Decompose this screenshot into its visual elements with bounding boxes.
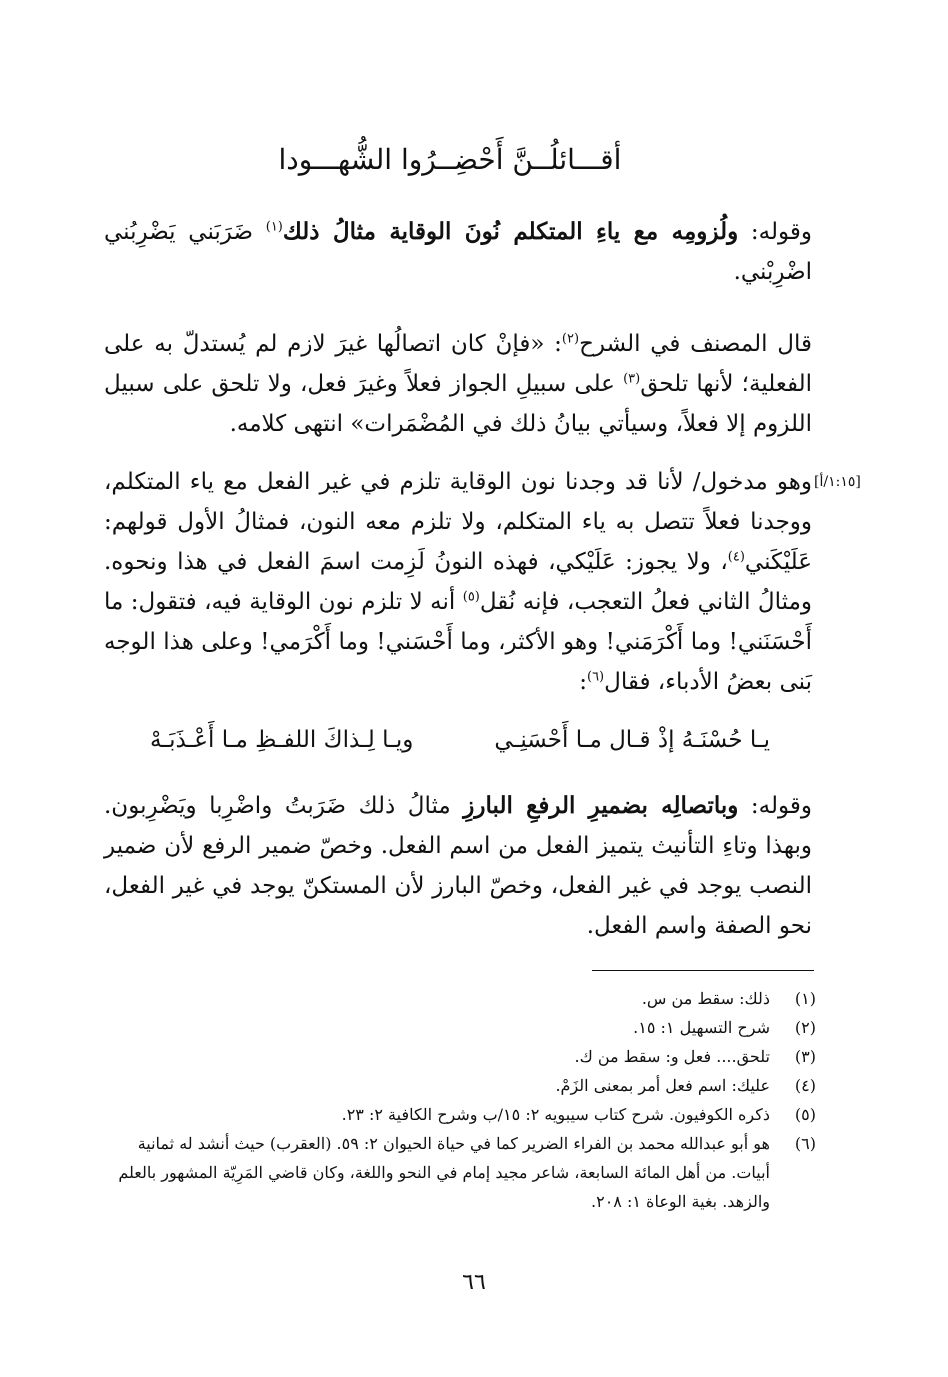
page-number: ٦٦ <box>462 1270 486 1295</box>
footnote-ref-1: (١) <box>265 219 283 235</box>
footnote-number: (٦) <box>794 1134 816 1153</box>
paragraph-2 <box>104 324 812 444</box>
paragraph-3-text-b: ، ولا يجوز: عَلَيْكي، فهذه النونُ لَزِمت اسمَ الفعل في هذا ونحوه. ومثالُ الثاني فعلُ التعجب، فإنه نُقل <box>104 549 813 615</box>
paragraph-4 <box>104 786 812 946</box>
verse-heading: أقـــائلُــنَّ أَحْضِــرُوا الشُّهـــودا <box>278 143 622 176</box>
footnote-number: (٢) <box>794 1018 816 1037</box>
footnote-item <box>106 1071 816 1100</box>
paragraph-3-text-c: أنه لا تلزم نون الوقاية فيه، فتقول: ما أَحْسَنَني! وما أَكْرَمَني! وهو الأكثر، وما أَحْسَني! وما أَكْرَمي! وعلى هذا الوجه بَنى بعضُ الأدباء، فقال <box>104 589 812 695</box>
paragraph-4-tail: مثالُ ذلك ضَرَبتُ واضْرِبا ويَضْرِبون. وبهذا وتاءِ التأنيث يتميز الفعل من اسم الفعل. وخصّ ضمير الرفع لأن ضمير النصب يوجد في غير الفعل، وخصّ البارز لأن المستكنّ يوجد في غير الفعل، نحو الصفة واسم الفعل. <box>104 793 812 939</box>
paragraph-2-text-b: : «فإنْ كان اتصالُها غيرَ لازم لم يُستدلّ به على الفعلية؛ لأنها تلحق <box>104 331 812 397</box>
paragraph-3 <box>104 462 812 702</box>
footnote-separator <box>592 970 814 971</box>
footnote-ref-3: (٣) <box>623 371 641 387</box>
verse-second-hemistich: ويـا لِـذاكَ اللفـظِ مـا أَعْـذَبَـهْ <box>150 727 414 753</box>
manuscript-folio-note: [١:١٥/أ] <box>814 474 861 490</box>
footnote-text: شرح التسهيل ١: ١٥. <box>633 1018 770 1037</box>
footnotes <box>106 984 816 1216</box>
footnote-item <box>106 1129 816 1216</box>
footnote-item <box>106 984 816 1013</box>
paragraph-4-quote: وباتصالِه بضميرِ الرفعِ البارزِ <box>463 792 739 819</box>
footnote-number: (٥) <box>794 1105 816 1124</box>
paragraph-4-lead: وقوله: <box>738 793 813 819</box>
paragraph-1-quote: ولُزومِه مع ياءِ المتكلم نُونَ الوقاية مثالُ ذلك <box>282 218 739 245</box>
paragraph-1-tail: ضَرَبَني يَضْرِبُني اضْرِبْني. <box>104 219 812 285</box>
footnote-text: هو أبو عبدالله محمد بن الفراء الضرير كما في حياة الحيوان ٢: ٥٩. (العقرب) حيث أنشد له ثمانية أبيات. من أهل المائة السابعة، شاعر مجيد إمام في النحو واللغة، وكان قاضي المَرِيّة المشهور بالعلم والزهد. بغية الوعاة ١: ٢٠٨. <box>118 1134 770 1211</box>
footnote-text: ذلك: سقط من س. <box>641 989 770 1008</box>
footnote-number: (٣) <box>794 1047 816 1066</box>
paragraph-2-text-c: على سبيلِ الجواز فعلاً وغيرَ فعل، ولا تلحق على سبيل اللزوم إلا فعلاً، وسيأتي بيانُ ذلك في المُضْمَرات» انتهى كلامه. <box>104 371 812 437</box>
footnote-item <box>106 1013 816 1042</box>
verse-first-hemistich: يـا حُسْنَـهُ إذْ قـال مـا أَحْسَنِـي <box>494 727 770 753</box>
footnote-text: عليك: اسم فعل أمر بمعنى الزَمْ. <box>555 1076 770 1095</box>
paragraph-1 <box>104 212 812 292</box>
footnote-number: (٤) <box>794 1076 816 1095</box>
footnote-text: ذكره الكوفيون. شرح كتاب سيبويه ٢: ١٥/ب وشرح الكافية ٢: ٢٣. <box>341 1105 770 1124</box>
footnote-ref-2: (٢) <box>561 331 580 347</box>
paragraph-2-text-a: قال المصنف في الشرح <box>579 331 813 357</box>
footnote-ref-6: (٦) <box>586 669 605 685</box>
paragraph-3-text-a: وهو مدخول/ لأنا قد وجدنا نون الوقاية تلزم في غير الفعل مع ياء المتكلم، ووجدنا فعلاً تتصل به ياء المتكلم، ولا تلزم معه النون، فمثالُ الأول قولهم: عَلَيْكَني <box>104 469 812 575</box>
footnote-text: تلحق.... فعل و: سقط من ك. <box>574 1047 770 1066</box>
footnote-ref-5: (٥) <box>462 589 480 605</box>
footnote-ref-4: (٤) <box>727 549 745 565</box>
paragraph-3-text-d: : <box>579 669 587 695</box>
paragraph-1-lead: وقوله: <box>738 219 812 245</box>
footnote-item <box>106 1042 816 1071</box>
footnote-number: (١) <box>794 989 816 1008</box>
footnote-item <box>106 1100 816 1129</box>
